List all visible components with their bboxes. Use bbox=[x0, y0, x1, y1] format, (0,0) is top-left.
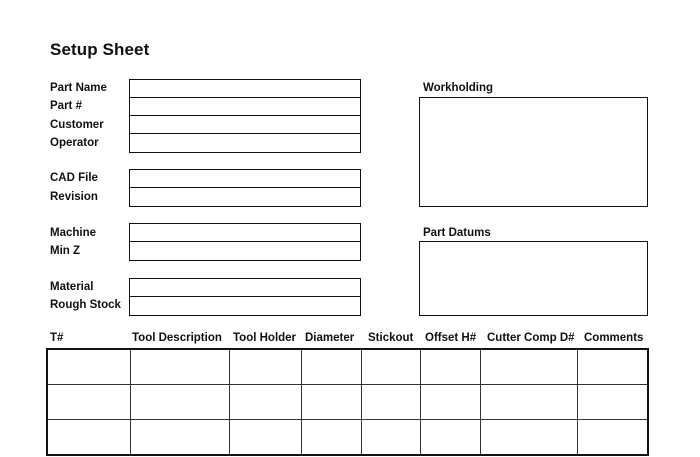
table-cell[interactable] bbox=[47, 420, 130, 456]
label-revision: Revision bbox=[50, 191, 98, 203]
col-header-tool-description: Tool Description bbox=[132, 332, 222, 344]
table-cell[interactable] bbox=[130, 349, 229, 385]
min-z-field[interactable] bbox=[130, 242, 360, 260]
machine-field[interactable] bbox=[130, 224, 360, 242]
col-header-tool-number: T# bbox=[50, 332, 64, 344]
label-operator: Operator bbox=[50, 137, 99, 149]
label-part-number: Part # bbox=[50, 100, 82, 112]
label-material: Material bbox=[50, 281, 94, 293]
label-cad-file: CAD File bbox=[50, 172, 98, 184]
table-cell[interactable] bbox=[301, 385, 361, 420]
table-cell[interactable] bbox=[130, 420, 229, 456]
table-cell[interactable] bbox=[420, 420, 480, 456]
table-row bbox=[47, 385, 648, 420]
part-name-field[interactable] bbox=[130, 80, 360, 98]
table-cell[interactable] bbox=[480, 420, 577, 456]
table-row bbox=[47, 420, 648, 456]
table-cell[interactable] bbox=[229, 385, 301, 420]
table-cell[interactable] bbox=[420, 385, 480, 420]
label-part-name: Part Name bbox=[50, 82, 107, 94]
table-cell[interactable] bbox=[480, 349, 577, 385]
table-cell[interactable] bbox=[361, 420, 420, 456]
page-title: Setup Sheet bbox=[50, 40, 150, 59]
material-fields bbox=[129, 278, 361, 316]
table-cell[interactable] bbox=[420, 349, 480, 385]
label-customer: Customer bbox=[50, 119, 104, 131]
rough-stock-field[interactable] bbox=[130, 297, 360, 315]
table-cell[interactable] bbox=[361, 349, 420, 385]
table-cell[interactable] bbox=[130, 385, 229, 420]
col-header-stickout: Stickout bbox=[368, 332, 414, 344]
table-cell[interactable] bbox=[361, 385, 420, 420]
table-cell[interactable] bbox=[301, 420, 361, 456]
col-header-cutter-comp-d: Cutter Comp D# bbox=[487, 332, 575, 344]
table-cell[interactable] bbox=[301, 349, 361, 385]
col-header-comments: Comments bbox=[584, 332, 644, 344]
table-cell[interactable] bbox=[229, 349, 301, 385]
table-cell[interactable] bbox=[577, 385, 648, 420]
customer-field[interactable] bbox=[130, 116, 360, 134]
part-datums-box[interactable] bbox=[419, 241, 648, 316]
workholding-box[interactable] bbox=[419, 97, 648, 207]
operator-field[interactable] bbox=[130, 134, 360, 152]
table-cell[interactable] bbox=[480, 385, 577, 420]
label-workholding: Workholding bbox=[423, 82, 494, 94]
cad-file-field[interactable] bbox=[130, 170, 360, 188]
part-info-fields bbox=[129, 79, 361, 153]
part-number-field[interactable] bbox=[130, 98, 360, 116]
col-header-offset-h: Offset H# bbox=[425, 332, 477, 344]
label-machine: Machine bbox=[50, 227, 97, 239]
label-part-datums: Part Datums bbox=[423, 227, 491, 239]
table-row bbox=[47, 349, 648, 385]
label-rough-stock: Rough Stock bbox=[50, 299, 121, 311]
table-cell[interactable] bbox=[47, 349, 130, 385]
material-field[interactable] bbox=[130, 279, 360, 297]
cad-fields bbox=[129, 169, 361, 207]
table-cell[interactable] bbox=[47, 385, 130, 420]
revision-field[interactable] bbox=[130, 188, 360, 206]
col-header-tool-holder: Tool Holder bbox=[233, 332, 297, 344]
table-cell[interactable] bbox=[577, 420, 648, 456]
label-min-z: Min Z bbox=[50, 245, 81, 257]
col-header-diameter: Diameter bbox=[305, 332, 355, 344]
tool-table bbox=[46, 348, 649, 456]
table-cell[interactable] bbox=[229, 420, 301, 456]
table-cell[interactable] bbox=[577, 349, 648, 385]
machine-fields bbox=[129, 223, 361, 261]
